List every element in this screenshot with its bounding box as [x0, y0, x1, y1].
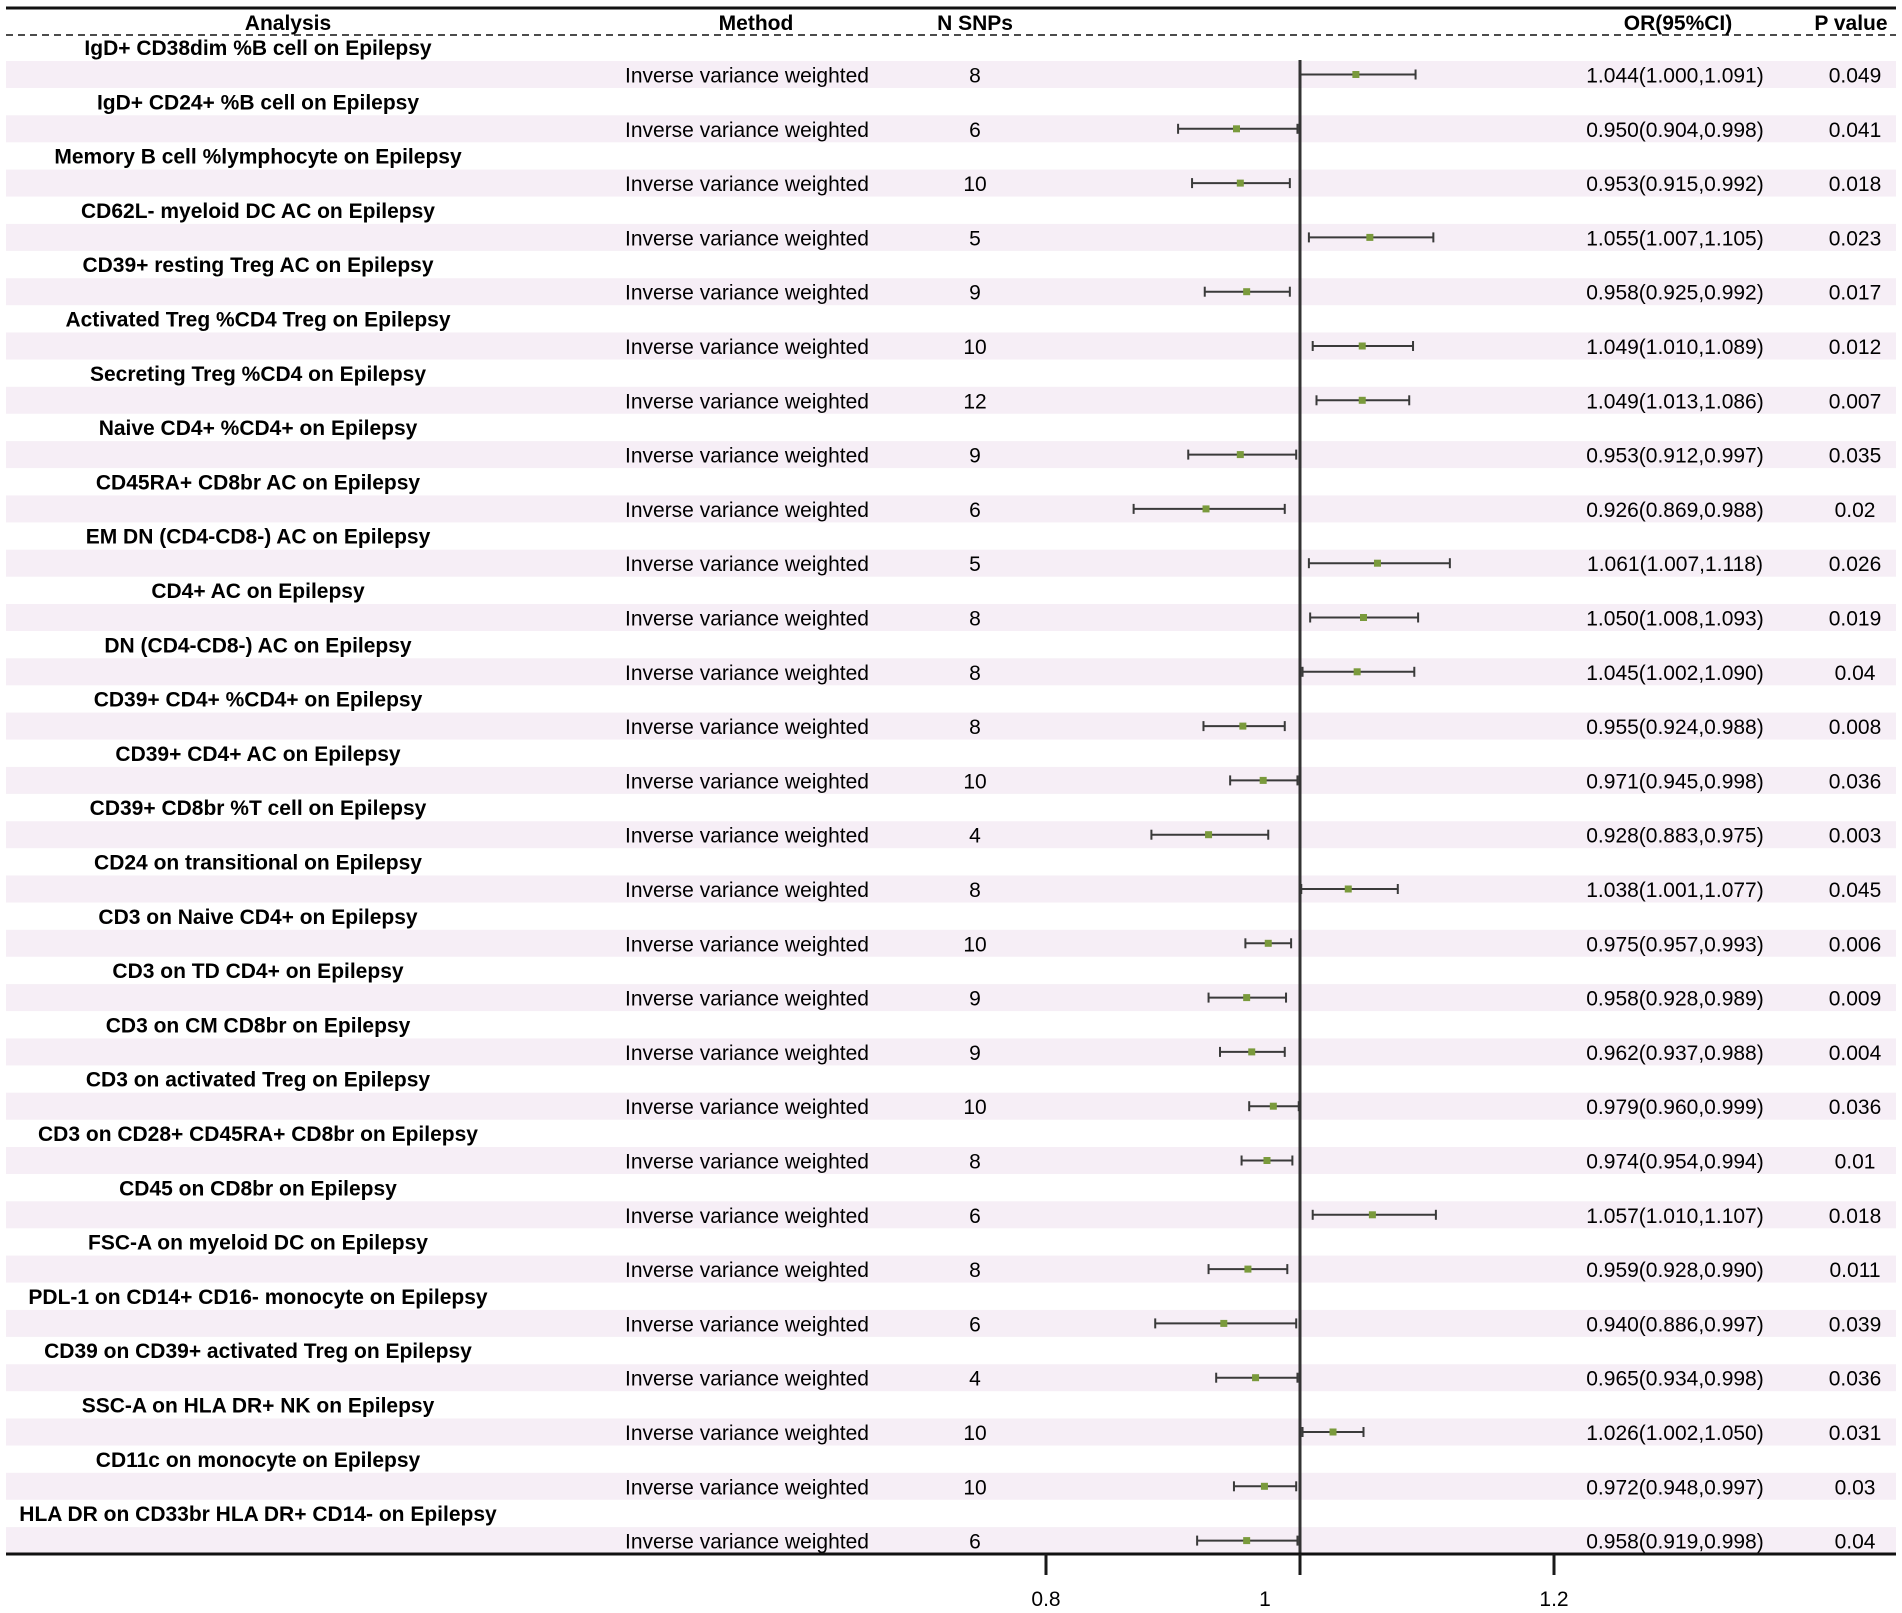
analysis-label: CD24 on transitional on Epilepsy: [94, 851, 422, 875]
or-ci-cell: 0.958(0.925,0.992): [1586, 281, 1764, 305]
method-cell: Inverse variance weighted: [625, 281, 869, 305]
point-estimate: [1345, 886, 1352, 893]
analysis-label: Secreting Treg %CD4 on Epilepsy: [89, 362, 427, 386]
nsnp-cell: 6: [969, 1530, 981, 1554]
or-ci-cell: 0.953(0.912,0.997): [1586, 444, 1764, 468]
or-ci-cell: 1.057(1.010,1.107): [1586, 1204, 1764, 1228]
method-cell: Inverse variance weighted: [625, 336, 869, 359]
method-cell: Inverse variance weighted: [625, 173, 869, 197]
method-cell: Inverse variance weighted: [625, 1422, 869, 1445]
pvalue-cell: 0.02: [1834, 498, 1876, 522]
analysis-label: CD3 on CD28+ CD45RA+ CD8br on Epilepsy: [38, 1123, 478, 1146]
nsnp-cell: 9: [969, 444, 981, 468]
point-estimate: [1243, 994, 1250, 1001]
pvalue-cell: 0.045: [1828, 879, 1882, 902]
analysis-label: Memory B cell %lymphocyte on Epilepsy: [54, 145, 462, 169]
method-cell: Inverse variance weighted: [625, 716, 869, 740]
analysis-label: CD39 on CD39+ activated Treg on Epilepsy: [44, 1340, 472, 1364]
nsnp-cell: 9: [969, 987, 981, 1011]
pvalue-cell: 0.039: [1828, 1313, 1882, 1337]
nsnp-cell: 10: [963, 336, 987, 359]
point-estimate: [1359, 343, 1366, 350]
method-cell: Inverse variance weighted: [625, 824, 869, 848]
pvalue-cell: 0.018: [1828, 173, 1882, 197]
point-estimate: [1261, 1483, 1268, 1490]
point-estimate: [1359, 397, 1366, 404]
nsnp-cell: 4: [969, 1367, 981, 1391]
point-estimate: [1239, 723, 1246, 730]
method-cell: Inverse variance weighted: [625, 118, 869, 142]
x-axis-ticks: [1031, 1554, 1568, 1611]
nsnp-cell: 9: [969, 281, 981, 305]
method-cell: Inverse variance weighted: [625, 879, 869, 902]
pvalue-cell: 0.008: [1828, 716, 1882, 740]
or-ci-cell: 0.959(0.928,0.990): [1586, 1259, 1764, 1283]
nsnp-cell: 6: [969, 498, 981, 522]
or-ci-cell: 0.962(0.937,0.988): [1586, 1041, 1764, 1065]
or-ci-cell: 0.965(0.934,0.998): [1586, 1367, 1764, 1391]
method-cell: Inverse variance weighted: [625, 1367, 869, 1391]
point-estimate: [1237, 180, 1244, 187]
point-estimate: [1237, 451, 1244, 458]
pvalue-cell: 0.03: [1834, 1476, 1876, 1500]
or-ci-cell: 1.045(1.002,1.090): [1586, 661, 1764, 685]
point-estimate: [1243, 288, 1250, 295]
nsnp-cell: 10: [963, 1096, 987, 1120]
header-analysis: Analysis: [244, 12, 332, 35]
method-cell: Inverse variance weighted: [625, 1530, 869, 1554]
nsnp-cell: 5: [969, 553, 981, 577]
method-cell: Inverse variance weighted: [625, 607, 869, 631]
analysis-label: EM DN (CD4-CD8-) AC on Epilepsy: [85, 525, 431, 549]
analysis-label: CD39+ CD8br %T cell on Epilepsy: [89, 797, 427, 821]
nsnp-cell: 4: [969, 824, 981, 848]
analysis-label: CD39+ CD4+ AC on Epilepsy: [115, 742, 401, 766]
pvalue-cell: 0.023: [1828, 227, 1882, 251]
pvalue-cell: 0.036: [1828, 1367, 1882, 1391]
point-estimate: [1330, 1429, 1337, 1436]
method-cell: Inverse variance weighted: [625, 444, 869, 468]
method-cell: Inverse variance weighted: [625, 1096, 869, 1120]
nsnp-cell: 10: [963, 770, 987, 794]
point-estimate: [1263, 1157, 1270, 1164]
analysis-label: CD3 on activated Treg on Epilepsy: [85, 1068, 431, 1092]
analysis-label: CD3 on CM CD8br on Epilepsy: [105, 1014, 411, 1038]
or-ci-cell: 0.958(0.928,0.989): [1586, 987, 1764, 1011]
header-nsnps: N SNPs: [937, 12, 1013, 35]
pvalue-cell: 0.04: [1834, 1530, 1876, 1554]
nsnp-cell: 6: [969, 1313, 981, 1337]
method-cell: Inverse variance weighted: [625, 1041, 869, 1065]
nsnp-cell: 8: [969, 716, 981, 740]
analysis-label: Naive CD4+ %CD4+ on Epilepsy: [98, 417, 418, 441]
pvalue-cell: 0.041: [1828, 118, 1882, 142]
method-cell: Inverse variance weighted: [625, 1204, 869, 1228]
analysis-label: CD39+ CD4+ %CD4+ on Epilepsy: [93, 688, 423, 712]
analysis-label: PDL-1 on CD14+ CD16- monocyte on Epilepsy: [28, 1285, 488, 1309]
nsnp-cell: 8: [969, 607, 981, 631]
or-ci-cell: 1.049(1.010,1.089): [1586, 336, 1764, 359]
point-estimate: [1265, 940, 1272, 947]
analysis-label: CD3 on Naive CD4+ on Epilepsy: [98, 905, 418, 929]
or-ci-cell: 0.958(0.919,0.998): [1586, 1530, 1764, 1554]
pvalue-cell: 0.031: [1828, 1422, 1882, 1445]
method-cell: Inverse variance weighted: [625, 770, 869, 794]
pvalue-cell: 0.007: [1828, 390, 1882, 414]
analysis-label: FSC-A on myeloid DC on Epilepsy: [88, 1231, 428, 1255]
x-tick-label: 1: [1259, 1588, 1271, 1611]
method-cell: Inverse variance weighted: [625, 1259, 869, 1283]
analysis-label: CD45 on CD8br on Epilepsy: [119, 1177, 397, 1201]
point-estimate: [1352, 71, 1359, 78]
or-ci-cell: 0.955(0.924,0.988): [1586, 716, 1764, 740]
method-cell: Inverse variance weighted: [625, 987, 869, 1011]
pvalue-cell: 0.006: [1828, 933, 1882, 957]
nsnp-cell: 6: [969, 1204, 981, 1228]
point-estimate: [1369, 1211, 1376, 1218]
point-estimate: [1220, 1320, 1227, 1327]
point-estimate: [1270, 1103, 1277, 1110]
or-ci-cell: 1.050(1.008,1.093): [1586, 607, 1764, 631]
point-estimate: [1374, 560, 1381, 567]
method-cell: Inverse variance weighted: [625, 661, 869, 685]
or-ci-cell: 1.049(1.013,1.086): [1586, 390, 1764, 414]
analysis-label: Activated Treg %CD4 Treg on Epilepsy: [65, 308, 451, 332]
or-ci-cell: 0.979(0.960,0.999): [1586, 1096, 1764, 1120]
method-cell: Inverse variance weighted: [625, 64, 869, 88]
pvalue-cell: 0.026: [1828, 553, 1882, 577]
analysis-label: CD11c on monocyte on Epilepsy: [95, 1448, 421, 1472]
analysis-label: CD62L- myeloid DC AC on Epilepsy: [81, 199, 435, 223]
nsnp-cell: 8: [969, 64, 981, 88]
or-ci-cell: 1.044(1.000,1.091): [1586, 64, 1764, 88]
or-ci-cell: 0.971(0.945,0.998): [1586, 770, 1764, 794]
analysis-label: DN (CD4-CD8-) AC on Epilepsy: [104, 634, 412, 658]
point-estimate: [1205, 831, 1212, 838]
pvalue-cell: 0.036: [1828, 1096, 1882, 1120]
pvalue-cell: 0.012: [1828, 336, 1882, 359]
pvalue-cell: 0.01: [1834, 1150, 1876, 1174]
method-cell: Inverse variance weighted: [625, 227, 869, 251]
or-ci-cell: 0.940(0.886,0.997): [1586, 1313, 1764, 1337]
nsnp-cell: 5: [969, 227, 981, 251]
or-ci-cell: 1.038(1.001,1.077): [1586, 879, 1764, 902]
point-estimate: [1233, 125, 1240, 132]
pvalue-cell: 0.017: [1828, 281, 1882, 305]
or-ci-cell: 1.026(1.002,1.050): [1586, 1422, 1764, 1445]
nsnp-cell: 10: [963, 173, 987, 197]
point-estimate: [1360, 614, 1367, 621]
method-cell: Inverse variance weighted: [625, 933, 869, 957]
analysis-label: SSC-A on HLA DR+ NK on Epilepsy: [81, 1394, 435, 1418]
nsnp-cell: 10: [963, 1422, 987, 1445]
analysis-label: CD3 on TD CD4+ on Epilepsy: [112, 960, 404, 984]
pvalue-cell: 0.011: [1829, 1259, 1881, 1283]
or-ci-cell: 0.950(0.904,0.998): [1586, 118, 1764, 142]
point-estimate: [1366, 234, 1373, 241]
header-method: Method: [718, 12, 794, 35]
nsnp-cell: 10: [963, 1476, 987, 1500]
analysis-label: IgD+ CD24+ %B cell on Epilepsy: [96, 91, 420, 115]
nsnp-cell: 8: [969, 661, 981, 685]
nsnp-cell: 10: [963, 933, 987, 957]
or-ci-cell: 0.926(0.869,0.988): [1586, 498, 1764, 522]
nsnp-cell: 6: [969, 118, 981, 142]
pvalue-cell: 0.018: [1828, 1204, 1882, 1228]
analysis-label: CD45RA+ CD8br AC on Epilepsy: [95, 471, 421, 495]
point-estimate: [1243, 1537, 1250, 1544]
point-estimate: [1203, 505, 1210, 512]
nsnp-cell: 8: [969, 1150, 981, 1174]
pvalue-cell: 0.036: [1828, 770, 1882, 794]
pvalue-cell: 0.004: [1828, 1041, 1882, 1065]
or-ci-cell: 0.975(0.957,0.993): [1586, 933, 1764, 957]
header-pvalue: P value: [1814, 12, 1888, 35]
analysis-label: IgD+ CD38dim %B cell on Epilepsy: [84, 37, 432, 60]
method-cell: Inverse variance weighted: [625, 553, 869, 577]
nsnp-cell: 12: [963, 390, 987, 414]
method-cell: Inverse variance weighted: [625, 1150, 869, 1174]
point-estimate: [1248, 1048, 1255, 1055]
analysis-label: CD4+ AC on Epilepsy: [151, 580, 365, 603]
header-or: OR(95%CI): [1623, 12, 1733, 35]
method-cell: Inverse variance weighted: [625, 498, 869, 522]
point-estimate: [1244, 1266, 1251, 1273]
pvalue-cell: 0.04: [1834, 661, 1876, 685]
or-ci-cell: 0.974(0.954,0.994): [1586, 1150, 1764, 1174]
x-tick-label: 1.2: [1539, 1588, 1569, 1611]
pvalue-cell: 0.049: [1828, 64, 1882, 88]
pvalue-cell: 0.003: [1828, 824, 1882, 848]
or-ci-cell: 0.953(0.915,0.992): [1586, 173, 1764, 197]
analysis-label: HLA DR on CD33br HLA DR+ CD14- on Epilepsy: [19, 1503, 497, 1527]
or-ci-cell: 1.055(1.007,1.105): [1586, 227, 1764, 251]
method-cell: Inverse variance weighted: [625, 390, 869, 414]
or-ci-cell: 0.928(0.883,0.975): [1586, 824, 1764, 848]
point-estimate: [1252, 1374, 1259, 1381]
or-ci-cell: 1.061(1.007,1.118): [1587, 553, 1763, 577]
analysis-label: CD39+ resting Treg AC on Epilepsy: [82, 254, 434, 278]
or-ci-cell: 0.972(0.948,0.997): [1586, 1476, 1764, 1500]
nsnp-cell: 8: [969, 879, 981, 902]
point-estimate: [1260, 777, 1267, 784]
pvalue-cell: 0.019: [1828, 607, 1882, 631]
point-estimate: [1354, 668, 1361, 675]
nsnp-cell: 9: [969, 1041, 981, 1065]
x-tick-label: 0.8: [1031, 1588, 1061, 1611]
nsnp-cell: 8: [969, 1259, 981, 1283]
pvalue-cell: 0.009: [1828, 987, 1882, 1011]
pvalue-cell: 0.035: [1828, 444, 1882, 468]
method-cell: Inverse variance weighted: [625, 1313, 869, 1337]
method-cell: Inverse variance weighted: [625, 1476, 869, 1500]
